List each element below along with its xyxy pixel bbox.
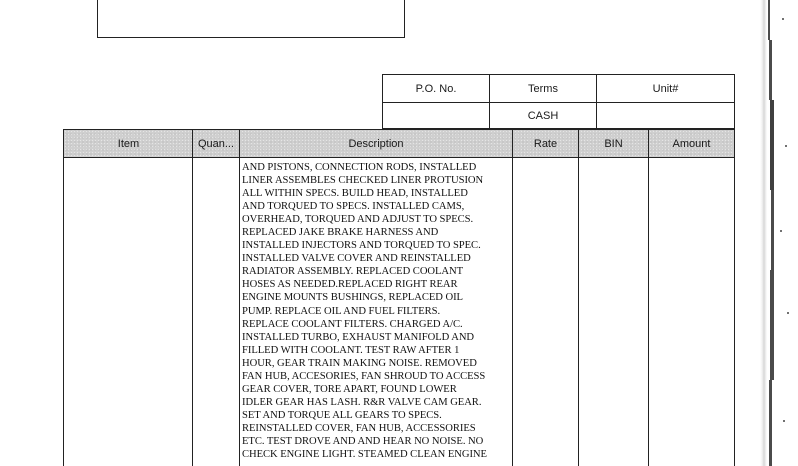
column-header-rate: Rate [533, 137, 558, 150]
description-line: IDLER GEAR HAS LASH. R&R VALVE CAM GEAR. [242, 396, 482, 408]
description-text [242, 161, 512, 461]
po-number-label: P.O. No. [383, 75, 490, 103]
description-line: REINSTALLED COVER, FAN HUB, ACCESSORIES [242, 422, 476, 434]
description-line: AND TORQUED TO SPECS. INSTALLED CAMS, [242, 201, 465, 213]
unit-value [597, 103, 734, 128]
column-header-description: Description [348, 137, 404, 150]
unit-label: Unit# [597, 75, 734, 103]
description-line: FILLED WITH COOLANT. TEST RAW AFTER 1 [242, 344, 460, 356]
description-line: INSTALLED VALVE COVER AND REINSTALLED [242, 253, 471, 265]
description-line: RADIATOR ASSEMBLY. REPLACED COOLANT [242, 266, 464, 278]
po-header-table [382, 74, 735, 129]
description-line: ENGINE MOUNTS BUSHINGS, REPLACED OIL [242, 292, 463, 304]
description-line: PUMP. REPLACE OIL AND FUEL FILTERS. [242, 305, 441, 317]
description-line: INSTALLED INJECTORS AND TORQUED TO SPEC. [242, 240, 481, 252]
description-line: LINER ASSEMBLES CHECKED LINER PROTUSION [242, 175, 484, 187]
description-line: ALL WITHIN SPECS. BUILD HEAD, INSTALLED [242, 188, 468, 200]
description-line: REPLACE COOLANT FILTERS. CHARGED A/C. [242, 318, 463, 330]
column-header-item: Item [117, 137, 140, 150]
description-line: AND PISTONS, CONNECTION RODS, INSTALLED [242, 162, 477, 173]
column-divider [648, 130, 649, 466]
table-header-row [64, 130, 734, 158]
description-line: INSTALLED TURBO, EXHAUST MANIFOLD AND [242, 331, 475, 343]
description-line: HOSES AS NEEDED.REPLACED RIGHT REAR [242, 279, 458, 291]
description-line: REPLACED JAKE BRAKE HARNESS AND [242, 227, 439, 239]
column-header-quantity: Quan... [197, 137, 235, 150]
column-divider [192, 130, 193, 466]
description-line: SET AND TORQUE ALL GEARS TO SPECS. [242, 409, 442, 421]
column-divider [239, 130, 240, 466]
description-line: FAN HUB, ACCESORIES, FAN SHROUD TO ACCESS [242, 370, 486, 382]
description-line: CHECK ENGINE LIGHT. STEAMED CLEAN ENGINE [242, 449, 487, 461]
terms-value: CASH [490, 103, 597, 128]
scan-edge-shadow [760, 0, 798, 466]
address-box [97, 0, 405, 38]
column-divider [512, 130, 513, 466]
line-items-table [63, 129, 735, 466]
po-number-value [383, 103, 490, 128]
description-line: OVERHEAD, TORQUED AND ADJUST TO SPECS. [242, 214, 474, 226]
column-header-bin: BIN [604, 137, 623, 150]
description-line: HOUR, GEAR TRAIN MAKING NOISE. REMOVED [242, 357, 477, 369]
description-line: GEAR COVER, TORE APART, FOUND LOWER [242, 383, 457, 395]
description-line: ETC. TEST DROVE AND AND HEAR NO NOISE. NO [242, 435, 484, 447]
column-divider [578, 130, 579, 466]
terms-label: Terms [490, 75, 597, 103]
column-header-amount: Amount [672, 137, 711, 150]
